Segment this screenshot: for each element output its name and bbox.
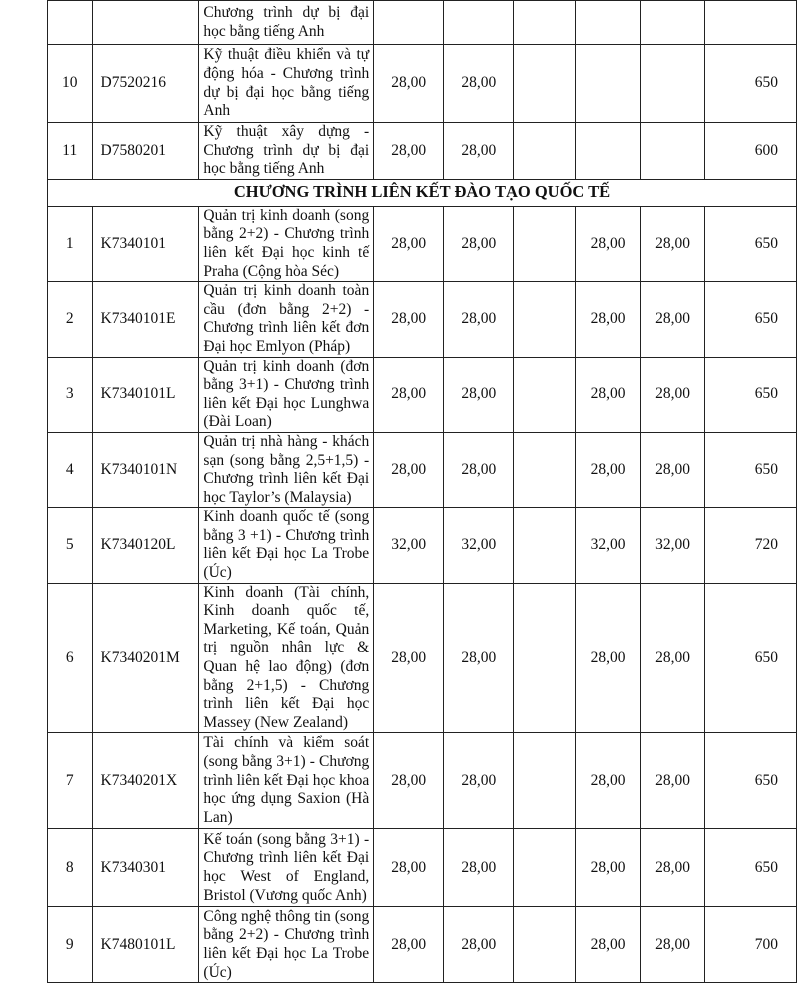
program-name: Quản trị nhà hàng - khách sạn (song bằng 2,5+1,5) - Chương trình liên kết Đại học Taylor’s (Malaysia) (199, 432, 374, 507)
score-col-4: 28,00 (576, 282, 640, 357)
program-name: Quản trị kinh doanh (đơn bằng 3+1) - Chương trình liên kết Đại học Lunghwa (Đài Loan) (199, 357, 374, 432)
score-col-1: 28,00 (374, 907, 444, 983)
score-col-3 (514, 508, 576, 583)
tuition-fee: 650 (705, 206, 797, 281)
score-col-5: 28,00 (640, 432, 704, 507)
program-name: Kế toán (song bằng 3+1) - Chương trình liên kết Đại học West of England, Bristol (Vương quốc Anh) (199, 829, 374, 907)
program-code: K7340101L (92, 357, 199, 432)
program-code: K7340120L (92, 508, 199, 583)
score-col-2: 28,00 (444, 907, 514, 983)
table-row (48, 206, 797, 281)
score-col-1: 28,00 (374, 583, 444, 733)
score-col-3 (514, 432, 576, 507)
score-col-3 (514, 733, 576, 829)
row-number: 2 (48, 282, 93, 357)
program-code: K7340201M (92, 583, 199, 733)
row-number: 7 (48, 733, 93, 829)
score-col-2: 28,00 (444, 123, 514, 180)
top-rows (48, 1, 797, 180)
score-col-1: 28,00 (374, 357, 444, 432)
program-code: K7340301 (92, 829, 199, 907)
program-name: Công nghệ thông tin (song bằng 2+2) - Chương trình liên kết Đại học La Trobe (Úc) (199, 907, 374, 983)
table-row (48, 123, 797, 180)
table-row (48, 432, 797, 507)
score-col-2: 28,00 (444, 357, 514, 432)
score-col-4: 28,00 (576, 733, 640, 829)
score-col-2: 28,00 (444, 829, 514, 907)
score-col-3 (514, 282, 576, 357)
score-col-3 (514, 829, 576, 907)
score-col-2: 28,00 (444, 733, 514, 829)
score-col-5: 28,00 (640, 907, 704, 983)
score-col-4 (576, 1, 640, 45)
score-col-5 (640, 1, 704, 45)
table-row (48, 829, 797, 907)
tuition-fee (705, 1, 797, 45)
table-row (48, 45, 797, 123)
tuition-fee: 650 (705, 733, 797, 829)
program-name: Quản trị kinh doanh (song bằng 2+2) - Chương trình liên kết Đại học kinh tế Praha (Cộng hòa Séc) (199, 206, 374, 281)
program-code: D7580201 (92, 123, 199, 180)
program-code: K7340201X (92, 733, 199, 829)
score-col-2: 28,00 (444, 45, 514, 123)
score-col-1: 28,00 (374, 123, 444, 180)
table-row (48, 907, 797, 983)
program-name: Kỹ thuật xây dựng - Chương trình dự bị đại học bằng tiếng Anh (199, 123, 374, 180)
table-row (48, 733, 797, 829)
tuition-fee: 650 (705, 583, 797, 733)
intl-rows (48, 206, 797, 983)
table-row (48, 583, 797, 733)
row-number: 10 (48, 45, 93, 123)
score-col-4: 28,00 (576, 907, 640, 983)
program-name: Chương trình dự bị đại học bằng tiếng Anh (199, 1, 374, 45)
row-number: 4 (48, 432, 93, 507)
row-number: 6 (48, 583, 93, 733)
admission-score-table (47, 0, 797, 983)
row-number: 3 (48, 357, 93, 432)
score-col-5: 28,00 (640, 583, 704, 733)
table-row (48, 508, 797, 583)
score-col-3 (514, 45, 576, 123)
score-col-2 (444, 1, 514, 45)
tuition-fee: 700 (705, 907, 797, 983)
score-col-4: 32,00 (576, 508, 640, 583)
score-col-3 (514, 123, 576, 180)
score-col-2: 28,00 (444, 282, 514, 357)
score-col-3 (514, 1, 576, 45)
row-number: 9 (48, 907, 93, 983)
row-number: 1 (48, 206, 93, 281)
section-title: CHƯƠNG TRÌNH LIÊN KẾT ĐÀO TẠO QUỐC TẾ (48, 179, 797, 206)
tuition-fee: 650 (705, 829, 797, 907)
score-col-4: 28,00 (576, 583, 640, 733)
tuition-fee: 650 (705, 282, 797, 357)
score-col-5: 28,00 (640, 206, 704, 281)
score-col-3 (514, 357, 576, 432)
score-col-4 (576, 45, 640, 123)
tuition-fee: 650 (705, 45, 797, 123)
score-col-5: 28,00 (640, 829, 704, 907)
table-row (48, 282, 797, 357)
score-col-1: 28,00 (374, 829, 444, 907)
tuition-fee: 600 (705, 123, 797, 180)
score-col-2: 28,00 (444, 206, 514, 281)
score-col-3 (514, 206, 576, 281)
table-row (48, 1, 797, 45)
tuition-fee: 720 (705, 508, 797, 583)
score-col-5 (640, 45, 704, 123)
score-col-1: 28,00 (374, 45, 444, 123)
score-col-5 (640, 123, 704, 180)
program-name: Quản trị kinh doanh toàn cầu (đơn bằng 2+2) - Chương trình liên kết đơn Đại học Emlyon (Pháp) (199, 282, 374, 357)
table-row (48, 357, 797, 432)
section-header-rows (48, 179, 797, 206)
program-name: Tài chính và kiểm soát (song bằng 3+1) - Chương trình liên kết Đại học khoa học ứng dụng Saxion (Hà Lan) (199, 733, 374, 829)
score-col-1 (374, 1, 444, 45)
tuition-fee: 650 (705, 432, 797, 507)
score-col-1: 28,00 (374, 206, 444, 281)
program-code: K7340101E (92, 282, 199, 357)
score-col-2: 28,00 (444, 432, 514, 507)
program-code (92, 1, 199, 45)
section-header-row (48, 179, 797, 206)
score-col-3 (514, 907, 576, 983)
program-name: Kinh doanh (Tài chính, Kinh doanh quốc tế, Marketing, Kế toán, Quản trị nguồn nhân lực & Quan hệ lao động) (đơn bằng 2+1,5) - Chương trình liên kết Đại học Massey (New Zealand) (199, 583, 374, 733)
program-name: Kỹ thuật điều khiển và tự động hóa - Chương trình dự bị đại học bằng tiếng Anh (199, 45, 374, 123)
row-number: 5 (48, 508, 93, 583)
score-col-5: 28,00 (640, 357, 704, 432)
score-col-2: 28,00 (444, 583, 514, 733)
program-code: K7340101 (92, 206, 199, 281)
score-col-5: 28,00 (640, 733, 704, 829)
row-number (48, 1, 93, 45)
score-col-4: 28,00 (576, 206, 640, 281)
score-col-4: 28,00 (576, 357, 640, 432)
score-col-3 (514, 583, 576, 733)
score-col-2: 32,00 (444, 508, 514, 583)
row-number: 8 (48, 829, 93, 907)
program-name: Kinh doanh quốc tế (song bằng 3 +1) - Chương trình liên kết Đại học La Trobe (Úc) (199, 508, 374, 583)
score-col-1: 32,00 (374, 508, 444, 583)
score-col-4: 28,00 (576, 432, 640, 507)
tuition-fee: 650 (705, 357, 797, 432)
score-col-5: 32,00 (640, 508, 704, 583)
row-number: 11 (48, 123, 93, 180)
program-code: K7480101L (92, 907, 199, 983)
score-col-5: 28,00 (640, 282, 704, 357)
score-col-1: 28,00 (374, 282, 444, 357)
score-col-1: 28,00 (374, 733, 444, 829)
score-col-4: 28,00 (576, 829, 640, 907)
program-code: D7520216 (92, 45, 199, 123)
program-code: K7340101N (92, 432, 199, 507)
score-col-4 (576, 123, 640, 180)
score-col-1: 28,00 (374, 432, 444, 507)
